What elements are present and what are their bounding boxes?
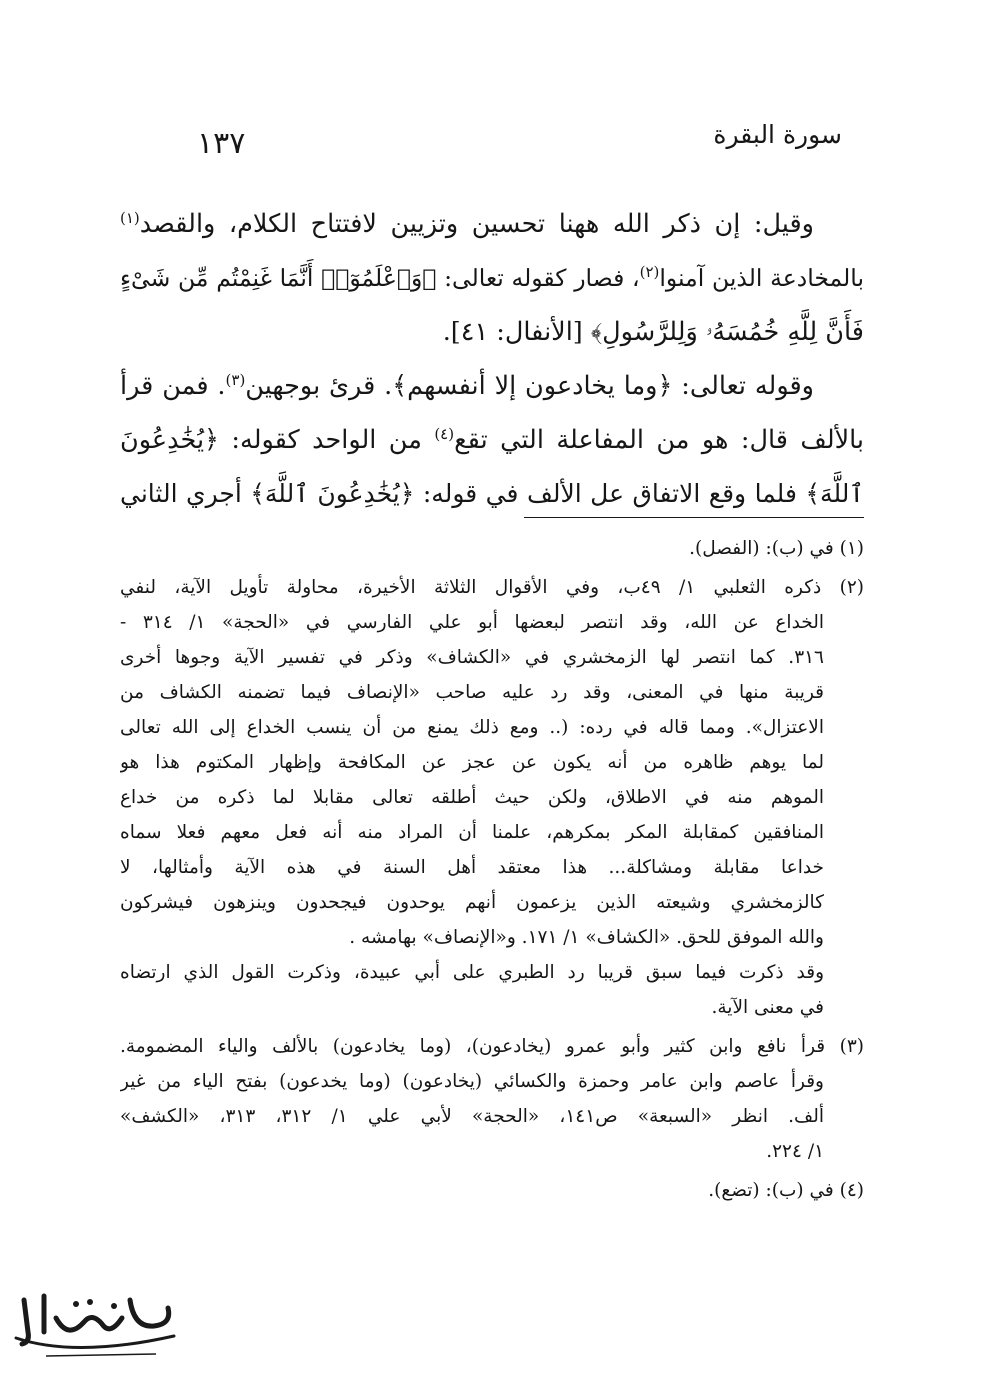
footnote-line: لما يوهم ظاهره من أنه يكون عن عجز عن المكافحة وإظهار المكتوم هذا هو <box>120 752 824 773</box>
main-line <box>120 197 864 251</box>
footnote-line: (٤) في (ب): (تضع). <box>708 1180 864 1201</box>
footnote-ref: (٤) <box>434 425 455 443</box>
main-line <box>120 305 864 359</box>
footnote-line: قريبة منها في المعنى، وقد رد عليه صاحب «الإنصاف فيما تضمنه الكشاف من <box>120 682 824 703</box>
main-line-text: من الواحد كقوله: ﴿يُخَٰدِعُونَ <box>120 425 435 455</box>
main-line <box>120 413 864 467</box>
main-line <box>120 467 864 521</box>
footnote-line: الخداع عن الله، وقد انتصر لبعضها أبو علي الفارسي في «الحجة» ١/ ٣١٤ - <box>120 612 824 633</box>
footnote-line: خداعا مقابلة ومشاكلة... هذا معتقد أهل السنة في هذه الآية وأمثالها، لا <box>120 857 824 878</box>
footnote-separator <box>524 517 864 518</box>
footnote-line: (٢) ذكره الثعلبي ١/ ٤٩ب، وفي الأقوال الثلاثة الأخيرة، محاولة تأويل الآية، لنفي <box>120 577 864 598</box>
main-line <box>120 359 864 413</box>
footnote-ref: (٢) <box>639 263 660 281</box>
main-text <box>120 197 864 521</box>
footnote-line: (٣) قرأ نافع وابن كثير وأبو عمرو (يخادعون)، (وما يخادعون) بالألف والياء المضمومة. <box>120 1036 864 1057</box>
footnote-line: وقرأ عاصم وابن عامر وحمزة والكسائي (يخادعون) (وما يخدعون) بفتح الياء من غير <box>120 1071 824 1092</box>
publisher-logo <box>6 1288 184 1370</box>
footnote-line: ١/ ٢٢٤. <box>766 1141 824 1162</box>
footnote-line: وقد ذكرت فيما سبق قريبا رد الطبري على أبي عبيدة، وذكرت القول الذي ارتضاه <box>120 962 824 983</box>
footnote-line: في معنى الآية. <box>711 997 824 1018</box>
footnotes <box>120 531 864 1208</box>
footnote-line: الموهم منه في الاطلاق، ولكن حيث أطلقه تعالى مقابلا لما ذكره من خداع <box>120 787 824 808</box>
main-line-text: بالمخادعة الذين آمنوا <box>659 264 864 292</box>
footnote-ref: (١) <box>120 209 140 227</box>
footnote-line: ٣١٦. كما انتصر لها الزمخشري في «الكشاف» وذكر في تفسير الآية وجوها أخرى <box>120 647 824 668</box>
main-line-text: وقيل: إن ذكر الله ههنا تحسين وتزيين لافتتاح الكلام، والقصد <box>139 209 814 239</box>
footnote-line: المنافقين كمقابلة المكر بمكرهم، علمنا أن المراد منه أنه فعل معهم فعلا سماه <box>120 822 824 843</box>
main-line-text: ، فصار كقوله تعالى: ﴿وَٱعْلَمُوٓا۟ أَنَّمَا غَنِمْتُم مِّن شَىْءٍ <box>120 264 640 292</box>
page-number: ١٣٧ <box>197 126 246 161</box>
footnote-line: والله الموفق للحق. «الكشاف» ١/ ١٧١. و«الإنصاف» بهامشه . <box>349 927 824 948</box>
running-header-title: سورة البقرة <box>713 120 842 149</box>
main-line-text: ٱللَّهَ﴾ فلما وقع الاتفاق عل الألف في قوله: ﴿يُخَٰدِعُونَ ٱللَّهَ﴾ أجري الثاني <box>120 479 864 508</box>
main-line-text: وقوله تعالى: ﴿وما يخادعون إلا أنفسهم﴾. قرئ بوجهين <box>245 371 814 401</box>
main-line-text: بالألف قال: هو من المفاعلة التي تقع <box>454 425 864 455</box>
footnote-line: (١) في (ب): (الفصل). <box>689 538 864 559</box>
footnote-line: الاعتزال». ومما قاله في رده: (.. ومع ذلك يمنع من أن ينسب الخداع إلى الله تعالى <box>120 717 824 738</box>
footnote-ref: (٣) <box>225 371 246 389</box>
main-line-text: . فمن قرأ <box>120 371 226 401</box>
main-line-text: فَأَنَّ لِلَّهِ خُمُسَهُۥ وَلِلرَّسُولِ﴾ [الأنفال: ٤١]. <box>442 317 864 347</box>
footnote-line: كالزمخشري وشيعته الذين يزعمون أنهم يوحدون فيجحدون وينزهون فيشركون <box>120 892 824 913</box>
footnote-line: ألف. انظر «السبعة» ص١٤١، «الحجة» لأبي علي ١/ ٣١٢، ٣١٣، «الكشف» <box>120 1106 824 1127</box>
main-line <box>120 251 864 305</box>
